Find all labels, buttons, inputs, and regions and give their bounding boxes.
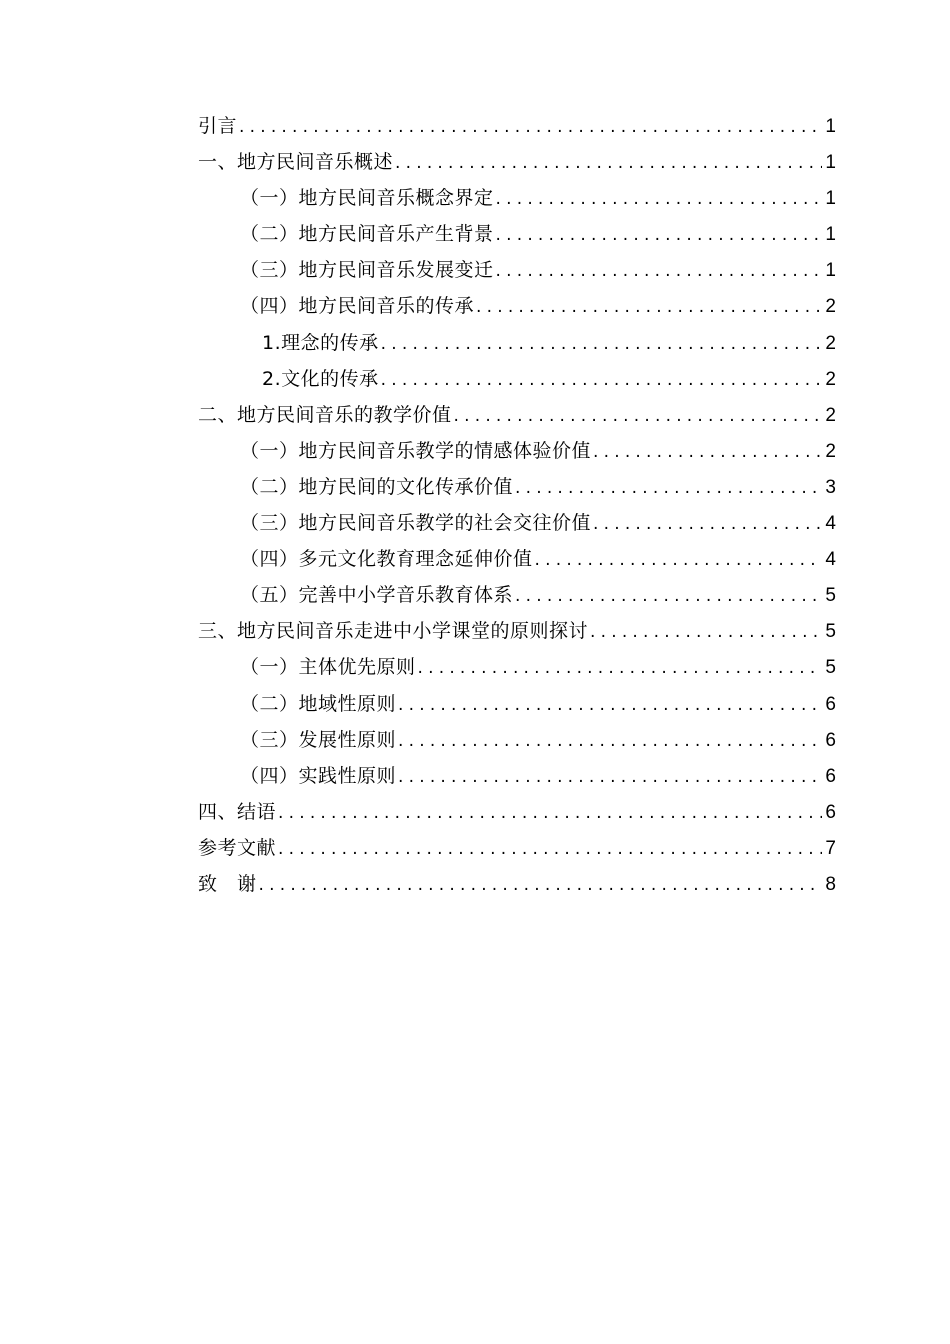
toc-entry-title: （一）地方民间音乐概念界定 bbox=[240, 187, 494, 210]
dot-leader bbox=[515, 470, 822, 506]
toc-entry-title: （三）发展性原则 bbox=[240, 728, 397, 751]
dot-leader bbox=[418, 650, 822, 686]
toc-entry[interactable] bbox=[198, 649, 836, 685]
toc-entry[interactable] bbox=[198, 866, 836, 902]
toc-entry-page: 1 bbox=[825, 116, 836, 137]
toc-entry-title: （四）多元文化教育理念延伸价值 bbox=[240, 548, 533, 571]
toc-entry[interactable] bbox=[198, 433, 836, 469]
toc-entry[interactable] bbox=[198, 758, 836, 794]
toc-entry[interactable] bbox=[198, 505, 836, 541]
toc-entry[interactable] bbox=[198, 830, 836, 866]
toc-entry-title: 二、地方民间音乐的教学价值 bbox=[198, 403, 452, 426]
dot-leader bbox=[496, 217, 822, 253]
toc-entry-title: （二）地方民间音乐产生背景 bbox=[240, 223, 494, 246]
dot-leader bbox=[398, 687, 822, 723]
toc-entry-page: 5 bbox=[825, 621, 836, 643]
dot-leader bbox=[590, 614, 822, 650]
dot-leader bbox=[259, 867, 822, 903]
toc-entry-title: （一）地方民间音乐教学的情感体验价值 bbox=[240, 439, 592, 462]
toc-entry[interactable] bbox=[198, 288, 836, 324]
toc-entry[interactable] bbox=[198, 325, 836, 361]
dot-leader bbox=[515, 578, 822, 614]
toc-entry-page: 4 bbox=[825, 549, 836, 571]
toc-entry[interactable] bbox=[198, 216, 836, 252]
toc-entry-title: （五）完善中小学音乐教育体系 bbox=[240, 584, 514, 607]
toc-entry[interactable] bbox=[198, 397, 836, 433]
toc-entry-page: 2 bbox=[825, 368, 836, 390]
toc-entry-title: 一、地方民间音乐概述 bbox=[198, 151, 394, 174]
toc-entry-title: 四、结语 bbox=[198, 800, 277, 823]
dot-leader bbox=[535, 542, 822, 578]
toc-entry[interactable] bbox=[198, 577, 836, 613]
dot-leader bbox=[398, 759, 822, 795]
toc-entry-page: 1 bbox=[825, 224, 836, 246]
toc-entry-title: （二）地方民间的文化传承价值 bbox=[240, 475, 514, 498]
toc-entry-page: 2 bbox=[825, 332, 836, 354]
table-of-contents bbox=[198, 108, 836, 902]
toc-entry[interactable] bbox=[198, 541, 836, 577]
toc-entry-page: 4 bbox=[825, 513, 836, 535]
toc-entry[interactable] bbox=[198, 469, 836, 505]
dot-leader bbox=[593, 434, 822, 470]
toc-entry-page: 2 bbox=[825, 404, 836, 426]
toc-entry-title: （三）地方民间音乐发展变迁 bbox=[240, 259, 494, 282]
toc-entry-page: 2 bbox=[825, 296, 836, 318]
dot-leader bbox=[496, 253, 822, 289]
toc-entry[interactable] bbox=[198, 108, 836, 144]
toc-entry-page: 5 bbox=[825, 657, 836, 679]
dot-leader bbox=[278, 795, 822, 831]
dot-leader bbox=[381, 362, 822, 398]
toc-entry[interactable] bbox=[198, 144, 836, 180]
toc-entry-title: （四）实践性原则 bbox=[240, 764, 397, 787]
toc-entry-page: 1 bbox=[825, 260, 836, 282]
toc-entry-title: 1.理念的传承 bbox=[262, 331, 379, 354]
toc-entry[interactable] bbox=[198, 180, 836, 216]
toc-entry-page: 1 bbox=[825, 188, 836, 210]
toc-entry[interactable] bbox=[198, 252, 836, 288]
dot-leader bbox=[239, 109, 822, 145]
toc-entry-page: 6 bbox=[825, 693, 836, 715]
toc-entry-title: （二）地域性原则 bbox=[240, 692, 397, 715]
toc-entry-title: 参考文献 bbox=[198, 836, 277, 859]
dot-leader bbox=[593, 506, 822, 542]
toc-entry-page: 1 bbox=[825, 152, 836, 174]
toc-entry[interactable] bbox=[198, 613, 836, 649]
toc-entry[interactable] bbox=[198, 686, 836, 722]
dot-leader bbox=[398, 723, 822, 759]
toc-entry-page: 8 bbox=[825, 873, 836, 895]
toc-entry-page: 6 bbox=[825, 729, 836, 751]
toc-entry-title: 引言 bbox=[198, 115, 238, 137]
dot-leader bbox=[278, 831, 822, 867]
dot-leader bbox=[454, 398, 822, 434]
dot-leader bbox=[476, 289, 822, 325]
dot-leader bbox=[395, 145, 822, 181]
toc-entry[interactable] bbox=[198, 361, 836, 397]
toc-entry-page: 6 bbox=[825, 801, 836, 823]
toc-entry[interactable] bbox=[198, 722, 836, 758]
toc-entry-title: 致 谢 bbox=[198, 872, 257, 895]
toc-entry-page: 2 bbox=[825, 440, 836, 462]
toc-entry-page: 6 bbox=[825, 765, 836, 787]
toc-entry-page: 5 bbox=[825, 585, 836, 607]
toc-entry-title: （三）地方民间音乐教学的社会交往价值 bbox=[240, 512, 592, 535]
toc-entry-title: （四）地方民间音乐的传承 bbox=[240, 295, 475, 318]
dot-leader bbox=[496, 181, 822, 217]
dot-leader bbox=[381, 326, 822, 362]
toc-entry-title: 2.文化的传承 bbox=[262, 367, 379, 390]
toc-entry-title: （一）主体优先原则 bbox=[240, 656, 416, 679]
toc-entry[interactable] bbox=[198, 794, 836, 830]
toc-entry-page: 3 bbox=[825, 476, 836, 498]
toc-entry-title: 三、地方民间音乐走进中小学课堂的原则探讨 bbox=[198, 620, 589, 643]
toc-entry-page: 7 bbox=[825, 837, 836, 859]
